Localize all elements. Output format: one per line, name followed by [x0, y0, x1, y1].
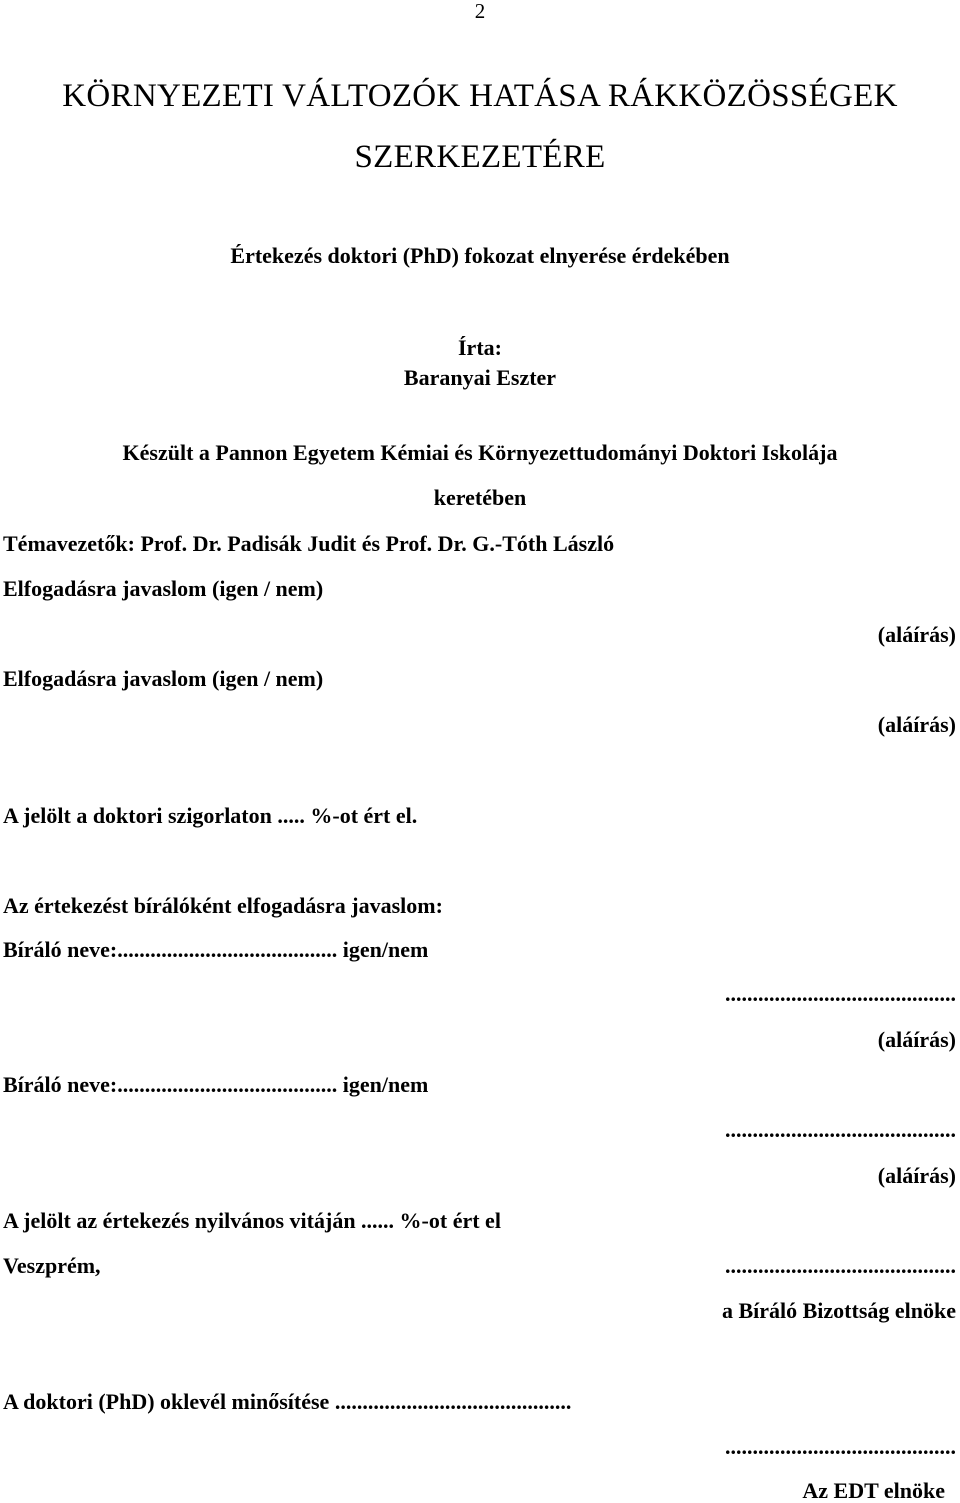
- reviewer-dots-1: ..........................................: [725, 981, 956, 1006]
- diploma-rating: A doktori (PhD) oklevél minősítése ...........................................: [3, 1389, 572, 1414]
- supervisors-line: Témavezetők: Prof. Dr. Padisák Judit és Prof. Dr. G.-Tóth László: [3, 531, 615, 556]
- supervisor-signature-2: (aláírás): [877, 712, 956, 737]
- reviewer-line-1: Bíráló neve:........................................ igen/nem: [3, 937, 429, 962]
- place-date: Veszprém,: [3, 1253, 101, 1278]
- author-name: Baranyai Eszter: [403, 365, 557, 390]
- reviewer-line-2: Bíráló neve:........................................ igen/nem: [3, 1072, 429, 1097]
- reviewers-heading: Az értekezést bírálóként elfogadásra javaslom:: [3, 893, 443, 918]
- supervisor-approval-2: Elfogadásra javaslom (igen / nem): [3, 666, 324, 691]
- committee-chair-label: a Bíráló Bizottság elnöke: [721, 1298, 956, 1323]
- author-label: Írta:: [458, 335, 502, 360]
- exam-result: A jelölt a doktori szigorlaton ..... %-ot ért el.: [3, 803, 418, 828]
- reviewer-dots-2: ..........................................: [725, 1117, 956, 1142]
- committee-dots: ..........................................: [725, 1253, 956, 1278]
- edt-dots: ..........................................: [725, 1434, 956, 1459]
- institution-line-1: Készült a Pannon Egyetem Kémiai és Környezettudományi Doktori Iskolája: [122, 440, 838, 465]
- document-title-line-2: SZERKEZETÉRE: [354, 139, 606, 175]
- edt-chair-label: Az EDT elnöke: [802, 1478, 945, 1503]
- supervisor-approval-1: Elfogadásra javaslom (igen / nem): [3, 576, 324, 601]
- document-title-line-1: KÖRNYEZETI VÁLTOZÓK HATÁSA RÁKKÖZÖSSÉGEK: [62, 78, 898, 114]
- page-number: 2: [474, 0, 486, 23]
- dissertation-subtitle: Értekezés doktori (PhD) fokozat elnyerése érdekében: [230, 243, 730, 268]
- reviewer-signature-1: (aláírás): [877, 1027, 956, 1052]
- defense-result: A jelölt az értekezés nyilvános vitáján ...... %-ot ért el: [3, 1208, 501, 1233]
- reviewer-signature-2: (aláírás): [877, 1163, 956, 1188]
- institution-line-2: keretében: [433, 485, 527, 510]
- supervisor-signature-1: (aláírás): [877, 622, 956, 647]
